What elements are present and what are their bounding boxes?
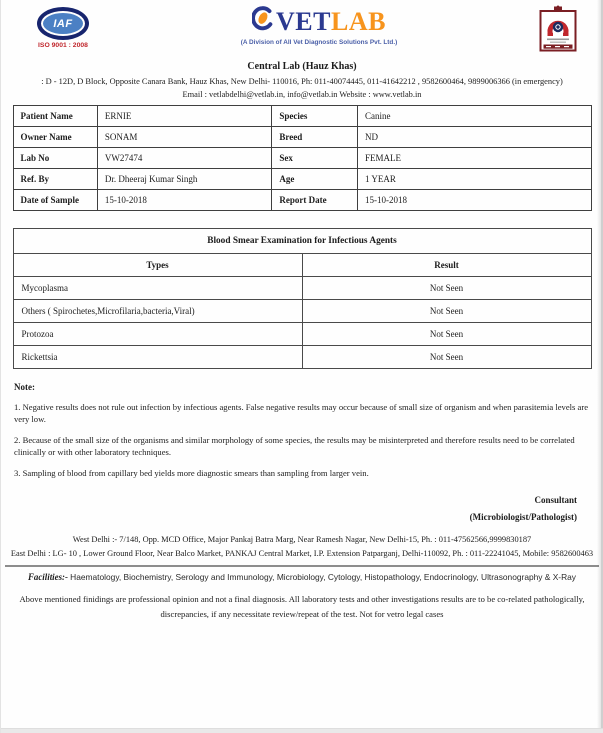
disclaimer-text: Above mentioned finidings are professional opinion and not a final diagnosis. All laboratory tests and other investigations results are to be co-related pathologically, discrepancies, if any necessitate review/repeat of the test. Not for vetro legal cases — [19, 594, 585, 619]
west-delhi-address: West Delhi :- 7/148, Opp. MCD Office, Major Pankaj Batra Marg, Near Ramesh Nagar, New Delhi-15, Ph. : 011-47562566,9999830187 — [72, 535, 532, 545]
patient-name-value: ERNIE — [97, 106, 272, 127]
vetlab-word-lab: LAB — [331, 6, 386, 36]
consultant-subtitle: (Microbiologist/Pathologist) — [469, 512, 577, 523]
consultant-signature-block — [1, 492, 603, 526]
report-header — [1, 0, 603, 57]
consultant-title: Consultant — [534, 495, 577, 506]
result-type: Others ( Spirochetes,Microfilaria,bacteria,Viral) — [13, 300, 302, 323]
species-label: Species — [272, 106, 358, 127]
ref-by-label: Ref. By — [13, 169, 97, 190]
lab-email-website: Email : vetlabdelhi@vetlab.in, info@vetlab.in Website : www.vetlab.in — [182, 90, 422, 99]
lab-no-value: VW27474 — [97, 148, 272, 169]
iaf-logo-icon — [37, 7, 89, 40]
breed-value: ND — [357, 127, 591, 148]
date-of-sample-label: Date of Sample — [13, 190, 97, 211]
table-row — [13, 148, 591, 169]
owner-name-value: SONAM — [97, 127, 272, 148]
owner-name-label: Owner Name — [13, 127, 97, 148]
table-row — [13, 300, 591, 323]
sex-value: FEMALE — [357, 148, 591, 169]
result-type: Protozoa — [13, 323, 302, 346]
iaf-certification-logo — [27, 5, 99, 49]
scan-edge-bottom — [1, 728, 603, 733]
result-column-header: Result — [302, 254, 591, 277]
results-table-title: Blood Smear Examination for Infectious Agents — [13, 229, 591, 254]
table-row — [13, 277, 591, 300]
vetlab-word-vet: VET — [276, 6, 331, 36]
vetlab-word — [276, 6, 386, 36]
central-lab-title: Central Lab (Hauz Khas) — [247, 61, 357, 72]
date-of-sample-value: 15-10-2018 — [97, 190, 272, 211]
table-row — [13, 127, 591, 148]
facilities-line — [1, 572, 603, 582]
result-value: Not Seen — [302, 323, 591, 346]
iaf-logo-text: IAF — [41, 11, 85, 36]
table-row — [13, 190, 591, 211]
result-value: Not Seen — [302, 346, 591, 369]
note-item: 3. Sampling of blood from capillary bed yields more diagnostic smears than sampling from larger vein. — [14, 468, 369, 479]
vetlab-subtitle: (A Division of All Vet Diagnostic Solutions Pvt. Ltd.) — [240, 39, 398, 46]
scan-edge-right — [597, 0, 603, 733]
report-date-value: 15-10-2018 — [357, 190, 591, 211]
result-type: Mycoplasma — [13, 277, 302, 300]
vetlab-logo — [241, 6, 397, 46]
breed-label: Breed — [272, 127, 358, 148]
table-row — [13, 254, 591, 277]
types-column-header: Types — [13, 254, 302, 277]
lab-no-label: Lab No — [13, 148, 97, 169]
result-value: Not Seen — [302, 277, 591, 300]
patient-name-label: Patient Name — [13, 106, 97, 127]
facilities-list: Haematology, Biochemistry, Serology and Immunology, Microbiology, Cytology, Histopathology, Endocrinology, Ultrasonography & X-Ray — [70, 572, 576, 583]
iso-certification-text: ISO 9001 : 2008 — [38, 42, 88, 49]
accreditation-emblem-icon — [539, 5, 579, 57]
table-row — [13, 346, 591, 369]
lab-address: : D - 12D, D Block, Opposite Canara Bank, Hauz Khas, New Delhi- 110016, Ph: 011-40074445, 011-41642212 , 9582600464, 9899006366 (in emergency) — [41, 77, 563, 86]
result-type: Rickettsia — [13, 346, 302, 369]
table-row — [13, 229, 591, 254]
vetlab-wordmark — [241, 6, 397, 37]
species-value: Canine — [357, 106, 591, 127]
note-item: 2. Because of the small size of the organisms and similar morphology of some species, the results may be misinterpreted and therefore results need to be correlated clinically or with other laboratory techniques. — [14, 435, 575, 458]
table-row — [13, 106, 591, 127]
vetlab-leaf-icon — [252, 6, 273, 37]
east-delhi-address: East Delhi : LG- 10 , Lower Ground Floor, Near Balco Market, PANKAJ Central Market, I.P. Extension Patparganj, Delhi-110092, Ph. : 011-22241045, Mobile: 9582600463 — [10, 549, 594, 559]
ref-by-value: Dr. Dheeraj Kumar Singh — [97, 169, 272, 190]
report-date-label: Report Date — [272, 190, 358, 211]
facilities-label: Facilities:- — [28, 572, 68, 583]
note-item: 1. Negative results does not rule out infection by infectious agents. False negative results may occur because of small size of organism and when parasitemia levels are very low. — [14, 402, 589, 425]
sex-label: Sex — [272, 148, 358, 169]
age-label: Age — [272, 169, 358, 190]
notes-section — [14, 382, 589, 479]
blood-smear-results-table — [13, 228, 592, 369]
age-value: 1 YEAR — [357, 169, 591, 190]
result-value: Not Seen — [302, 300, 591, 323]
notes-heading: Note: — [14, 382, 35, 392]
footer-divider — [5, 565, 599, 567]
table-row — [13, 323, 591, 346]
patient-info-table — [13, 105, 592, 211]
table-row — [13, 169, 591, 190]
